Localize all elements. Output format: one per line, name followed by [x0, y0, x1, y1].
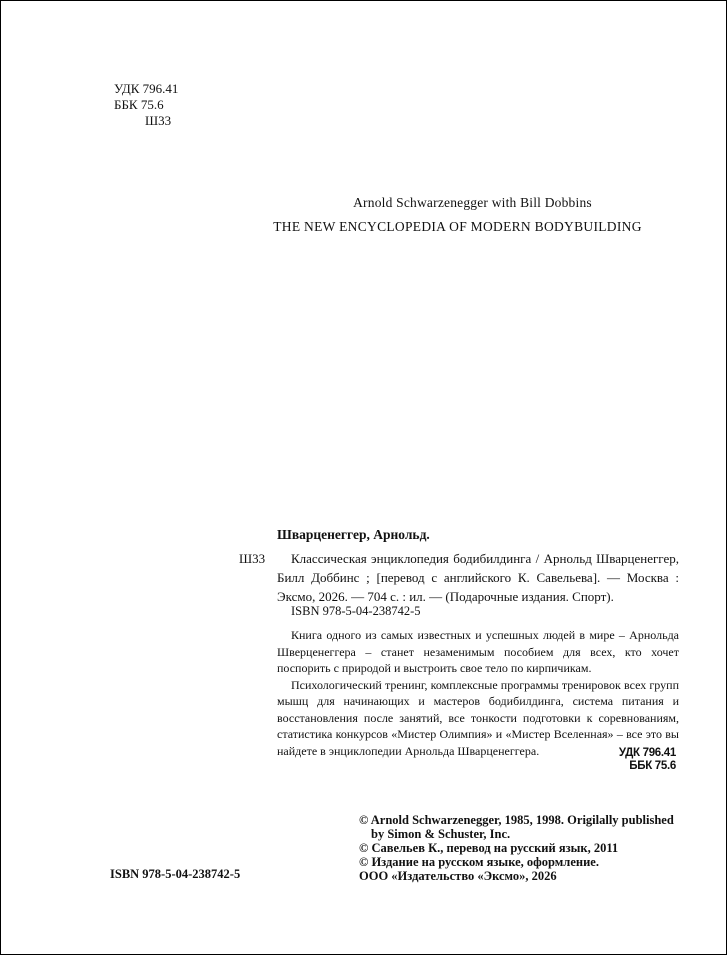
catalog-isbn: ISBN 978-5-04-238742-5: [291, 604, 421, 618]
catalog-code: Ш33: [239, 551, 266, 566]
isbn-bottom: ISBN 978-5-04-238742-5: [110, 867, 241, 881]
copyright-block: [359, 813, 689, 883]
annotation: [277, 627, 679, 759]
author-code: Ш33: [145, 113, 172, 128]
bbk-code-right: ББК 75.6: [629, 760, 676, 772]
annotation-paragraph-1: Книга одного из самых известных и успешных людей в мире – Арнольда Шверценеггера – станет незаменимым пособием для всех, кто хочет поспорить с природой и выстроить свое тело по кирпичикам.: [277, 628, 679, 675]
original-authors: Arnold Schwarzenegger with Bill Dobbins: [353, 195, 592, 210]
annotation-paragraph-2: Психологический тренинг, комплексные программы тренировок всех групп мышц для начинающих и мастеров бодибилдинга, система питания и восстановления после занятий, все тонкости подготовки к соревнованиям, статистика конкурсов «Мистер Олимпия» и «Мистер Вселенная» – все это вы найдете в энциклопедии Арнольда Шварценеггера.: [277, 677, 679, 758]
codes-right: [619, 747, 676, 773]
bbk-code: ББК 75.6: [114, 97, 164, 112]
udk-code-right: УДК 796.41: [618, 747, 676, 759]
catalog-heading: Шварценеггер, Арнольд.: [277, 527, 430, 542]
classification-block: [114, 81, 178, 129]
catalog-description: Классическая энциклопедия бодибилдинга / Арнольд Шварценеггер, Билл Доббинс ; [перевод с английского К. Савельева]. — Москва : Эксмо, 2026. — 704 с. : ил. — (Подарочные издания. Спорт).: [277, 551, 679, 604]
copyright-line-4: ООО «Издательство «Эксмо», 2026: [359, 869, 557, 883]
copyright-line-3: © Издание на русском языке, оформление.: [359, 855, 599, 869]
original-title: THE NEW ENCYCLOPEDIA OF MODERN BODYBUILDING: [273, 219, 642, 234]
copyright-line-1: © Arnold Schwarzenegger, 1985, 1998. Origilally published by Simon & Schuster, Inc.: [359, 813, 674, 841]
udk-code: УДК 796.41: [114, 81, 179, 96]
copyright-line-2: © Савельев К., перевод на русский язык, 2011: [359, 841, 619, 855]
